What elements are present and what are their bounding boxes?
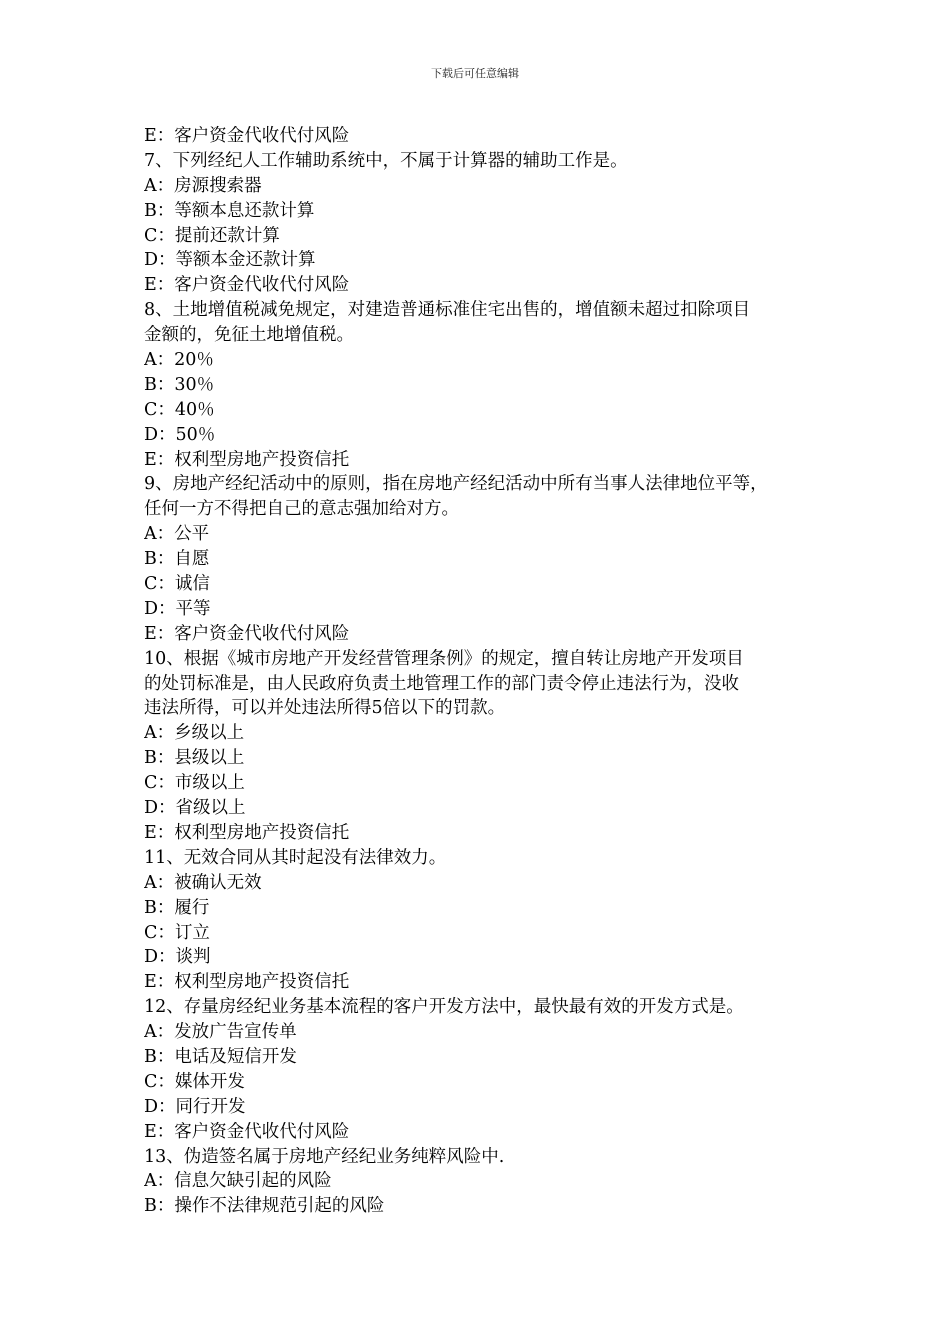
option-line: E：权利型房地产投资信托 [144,822,350,843]
option-line: A：被确认无效 [144,872,262,893]
option-line: C：提前还款计算 [144,225,280,246]
option-line: A：公平 [144,524,210,545]
option-line: B：履行 [144,897,210,918]
document-body [144,124,816,1219]
option-line: A：20％ [144,350,214,371]
option-line: E：权利型房地产投资信托 [144,972,350,993]
option-line: B：电话及短信开发 [144,1046,297,1067]
option-line: A：房源搜索器 [144,175,262,196]
option-line: D：50％ [144,424,216,445]
question-line: 金额的，免征土地增值税。 [144,325,354,346]
text-line: E：客户资金代收代付风险 [144,126,350,146]
page-header: 下载后可任意编辑 [431,67,519,80]
option-line: B：县级以上 [144,748,245,769]
question-line: 11、无效合同从其时起没有法律效力。 [144,847,447,868]
question-line: 9、房地产经纪活动中的原则，指在房地产经纪活动中所有当事人法律地位平等， [144,474,768,495]
option-line: C：市级以上 [144,773,245,794]
option-line: B：自愿 [144,549,210,570]
option-line: C：40％ [144,399,215,420]
option-line: D：平等 [144,598,211,619]
option-line: E：客户资金代收代付风险 [144,1121,350,1142]
question-line: 违法所得，可以并处违法所得5倍以下的罚款。 [144,698,506,719]
option-line: B：等额本息还款计算 [144,200,315,221]
option-line: D：省级以上 [144,798,246,819]
question-line: 13、伪造签名属于房地产经纪业务纯粹风险中. [144,1146,505,1167]
option-line: C：诚信 [144,574,210,595]
option-line: D：等额本金还款计算 [144,250,316,271]
option-line: B：操作不法律规范引起的风险 [144,1196,385,1217]
option-line: A：信息欠缺引起的风险 [144,1171,332,1192]
option-line: E：客户资金代收代付风险 [144,623,350,644]
question-line: 的处罚标准是，由人民政府负责土地管理工作的部门责令停止违法行为，没收 [144,673,739,694]
question-line: 10、根据《城市房地产开发经营管理条例》的规定，擅自转让房地产开发项目 [144,648,744,669]
question-line: 8、土地增值税减免规定，对建造普通标准住宅出售的，增值额未超过扣除项目 [144,300,751,321]
option-line: A：发放广告宣传单 [144,1022,297,1043]
question-line: 12、存量房经纪业务基本流程的客户开发方法中，最快最有效的开发方式是。 [144,997,744,1018]
option-line: B：30％ [144,374,215,395]
question-line: 任何一方不得把自己的意志强加给对方。 [144,499,459,520]
option-line: D：同行开发 [144,1096,246,1117]
option-line: D：谈判 [144,947,211,968]
option-line: E：权利型房地产投资信托 [144,449,350,470]
option-line: C：订立 [144,922,210,943]
option-line: A：乡级以上 [144,723,245,744]
question-line: 7、下列经纪人工作辅助系统中，不属于计算器的辅助工作是。 [144,150,628,171]
option-line: E：客户资金代收代付风险 [144,275,350,296]
option-line: C：媒体开发 [144,1071,245,1092]
